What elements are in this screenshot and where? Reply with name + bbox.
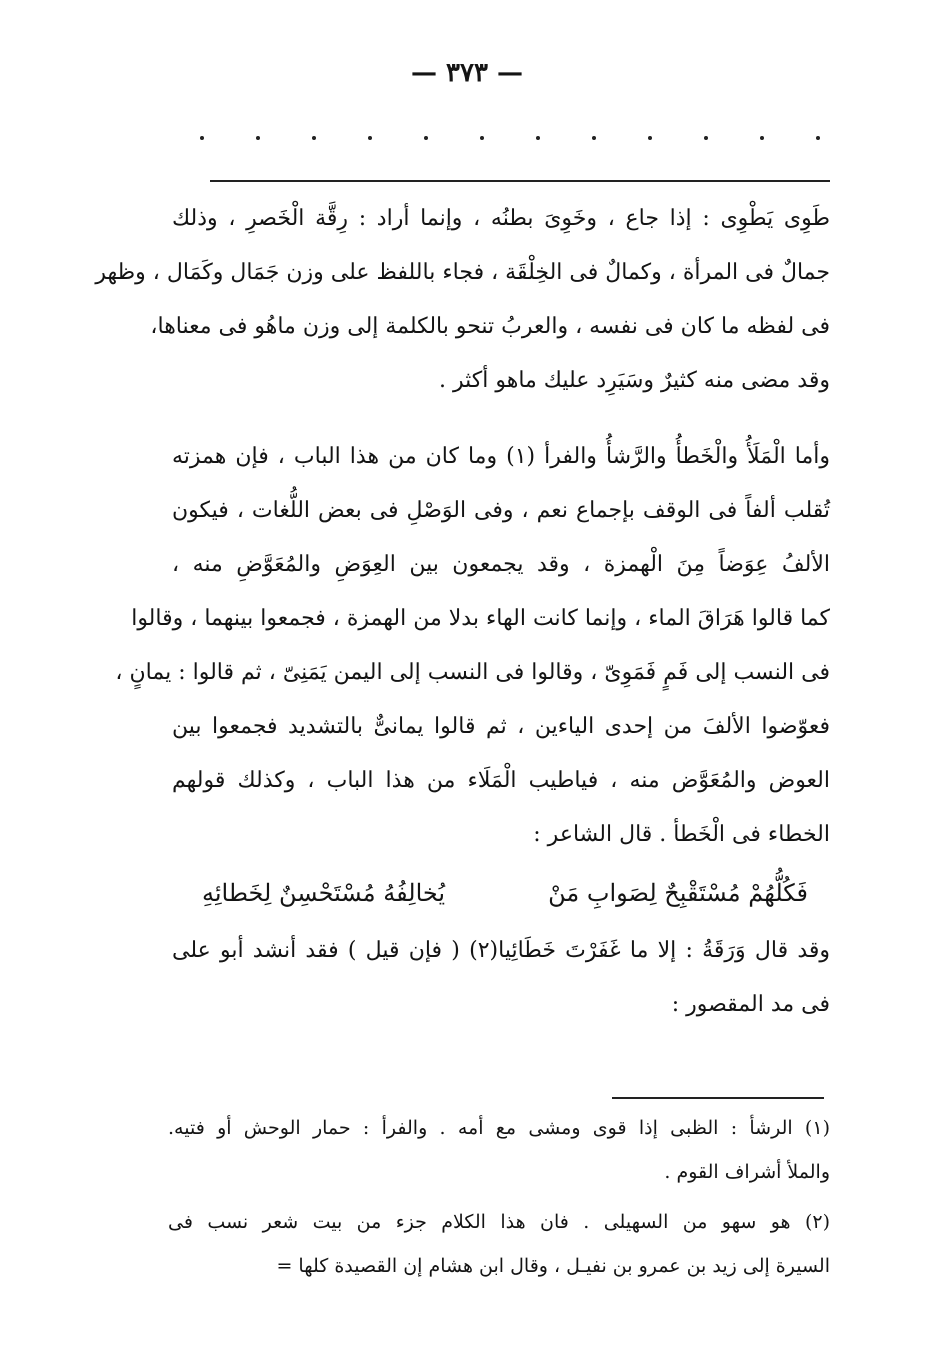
footnote-line: السيرة إلى زيد بن عمرو بن نفيـل ، وقال ابن هشام إن القصيدة كلها = (276, 1255, 830, 1277)
footnotes (168, 1106, 830, 1288)
footnote-line: (٢) هو سهو من السهيلى . فان هذا الكلام جزء من بيت شعر نسب فى (168, 1211, 830, 1233)
footnote-line: (١) الرشأ : الظبى إذا قوى ومشى مع أمه . والفرأ : حمار الوحش أو فتيه. (168, 1117, 830, 1139)
text-line: العوض والمُعَوَّض منه ، فياطيب الْمَلَاء من هذا الباب ، وكذلك قولهم (172, 768, 830, 793)
text-line: الألفُ عِوَضاً مِنَ الْهمزة ، وقد يجمعون بين العِوَضِ والمُعَوَّضِ منه ، (172, 552, 830, 577)
text-line: طَوِى يَطْوِى : إذا جاع ، وخَوِىَ بطنُه ، وإنما أراد : رِقَّة الْخَصرِ ، وذلك (172, 206, 830, 231)
poem-verse (172, 862, 830, 924)
text-line: وقد قال وَرَقَةُ : إلا ما غَفَرْتَ خَطَائِيا(٢) ( فإن قيل ) فقد أنشد أبو على (172, 938, 831, 963)
page-number: — ٣٧٣ — (410, 58, 524, 88)
verse-second-hemistich: يُخالِفُهُ مُسْتَحْسِنٌ لِخَطائِهِ (202, 879, 446, 907)
main-text (95, 192, 831, 1032)
footnote-line: والملأ أشراف القوم . (664, 1161, 830, 1183)
footnote-rule (612, 1097, 824, 1099)
text-line: فى مد المقصور : (671, 992, 830, 1017)
text-line: تُقلب ألفاً فى الوقف بإجماع نعم ، وفى الوَصْلِ فى بعض اللُّغات ، فيكون (172, 498, 830, 523)
text-line: فعوّضوا الألفَ من إحدى الياءين ، ثم قالوا يمانىٌّ بالتشديد فجمعوا بين (172, 714, 830, 739)
ornament-dots (200, 136, 820, 140)
header-rule (210, 180, 830, 182)
verse-first-hemistich: فَكُلُّهُمْ مُسْتَقْبِحٌ لِصَوابِ مَنْ (548, 879, 808, 907)
text-line: وأما الْمَلَأُ والْخَطأُ والرَّشأُ والفرأ (١) وما كان من هذا الباب ، فإن همزته (172, 444, 830, 469)
text-line: فى لفظه ما كان فى نفسه ، والعربُ تنحو بالكلمة إلى وزن ماهُو فى معناها، (150, 314, 830, 339)
text-line: جمالٌ فى المرأة ، وكمالٌ فى الخِلْقَة ، فجاء باللفظ على وزن جَمَال وكَمَال ، وظهر (95, 260, 830, 285)
text-line: وقد مضى منه كثيرٌ وسَيَرِد عليك ماهو أكثر . (439, 368, 830, 393)
text-line: فى النسب إلى فَمٍ فَمَوِىّ ، وقالوا فى النسب إلى اليمن يَمَنِىّ ، ثم قالوا : يمانٍ ، (115, 660, 830, 685)
text-line: الخطاء فى الْخَطأ . قال الشاعر : (533, 822, 830, 847)
text-line: كما قالوا هَرَاقَ الماء ، وإنما كانت الهاء بدلا من الهمزة ، فجمعوا بينهما ، وقالوا (131, 606, 830, 631)
